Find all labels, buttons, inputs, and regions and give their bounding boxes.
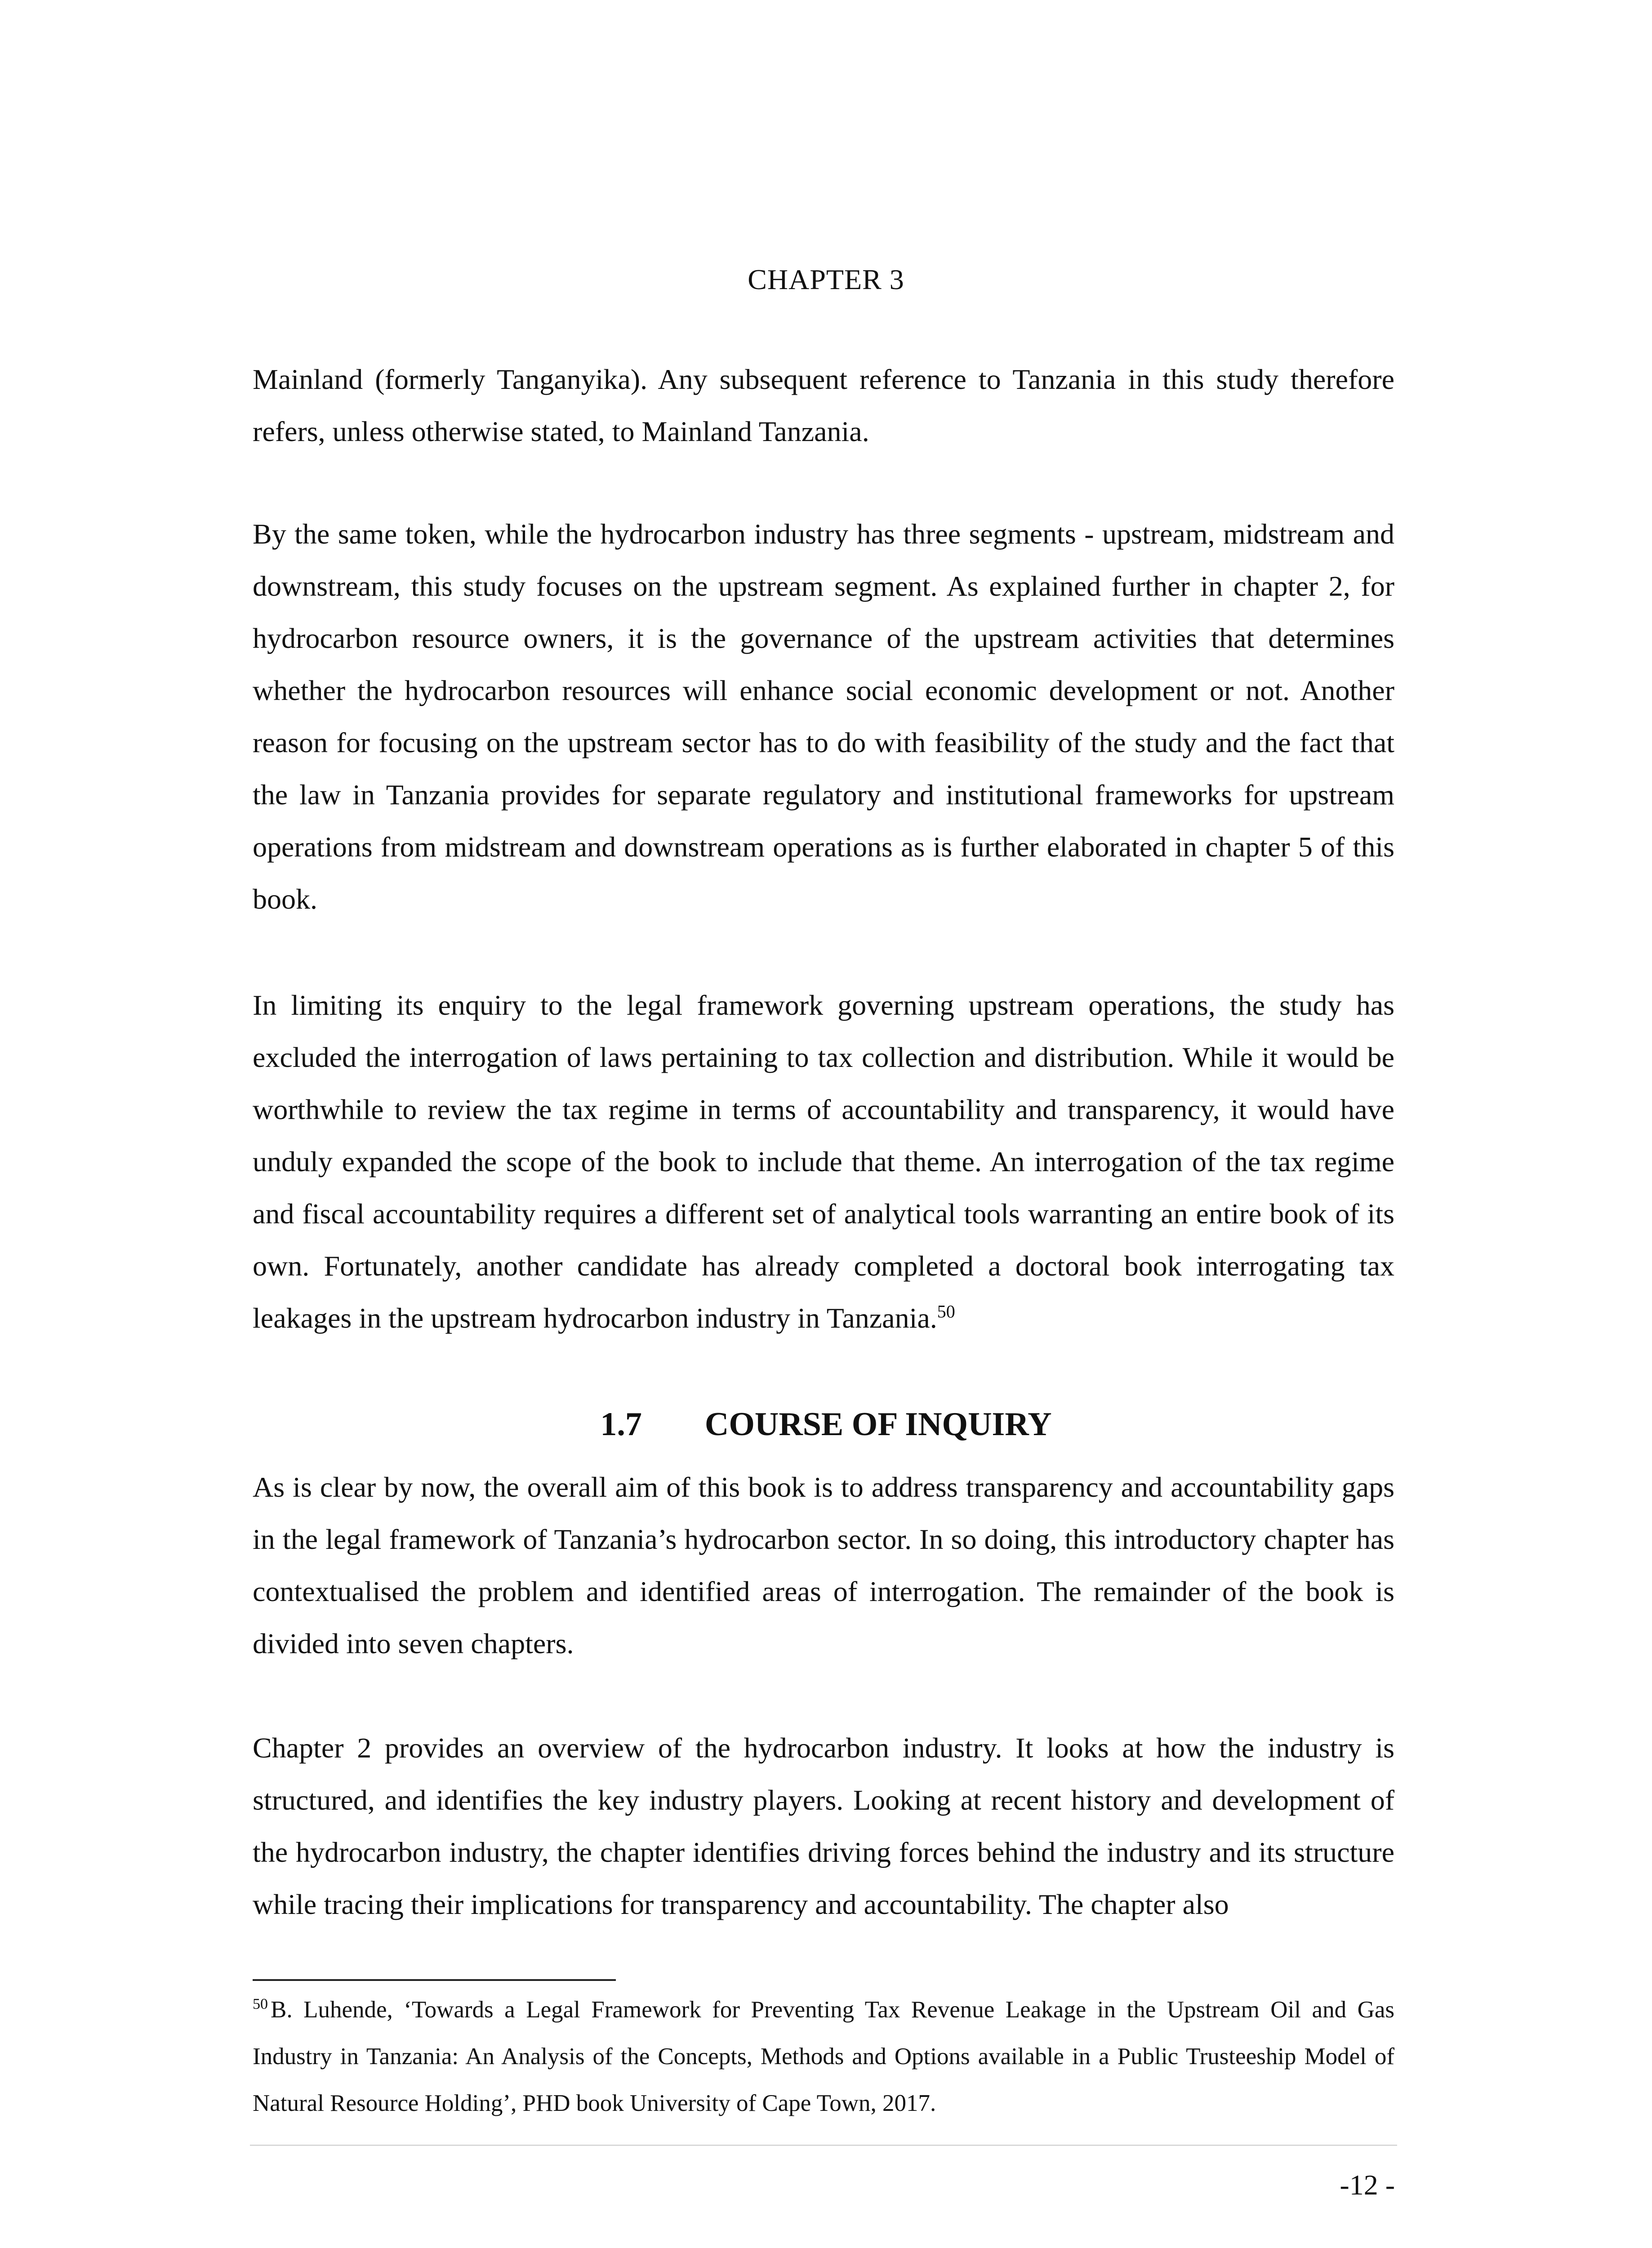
paragraph-3-text: In limiting its enquiry to the legal framework governing upstream operations, the study has excluded the interrogation of laws pertaining to tax collection and distribution. While it would be worthwhile to review the tax regime in terms of accountability and transparency, it would have unduly expanded the scope of the book to include that theme. An interrogation of the tax regime and fiscal accountability requires a different set of analytical tools warranting an entire book of its own. Fortunately, another candidate has already completed a doctoral book interrogating tax leakages in the upstream hydrocarbon industry in Tanzania. [253,989,1394,1334]
paragraph-5: Chapter 2 provides an overview of the hydrocarbon industry. It looks at how the industry is structured, and identifies the key industry players. Looking at recent history and development of the hydrocarbon industry, the chapter identifies driving forces behind the industry and its structure while tracing their implications for transparency and accountability. The chapter also [253,1732,1394,1920]
section-number: 1.7 [600,1406,642,1443]
footnote-text: B. Luhende, ‘Towards a Legal Framework for Preventing Tax Revenue Leakage in the Upstream Oil and Gas Industry in Tanzania: An Analysis of the Concepts, Methods and Options available in a Public Trusteeship Model of Natural Resource Holding’, PHD book University of Cape Town, 2017. [253,1997,1394,2116]
section-heading [0,1403,1652,1446]
footnote-reference[interactable]: 50 [937,1301,955,1322]
paragraph-3 [253,979,1394,1344]
paragraph-1: Mainland (formerly Tanganyika). Any subsequent reference to Tanzania in this study therefore refers, unless otherwise stated, to Mainland Tanzania. [253,363,1394,447]
page-bottom-rule [250,2145,1397,2146]
footnote-marker: 50 [253,1996,268,2013]
running-header: CHAPTER 3 [748,263,904,295]
paragraph-2: By the same token, while the hydrocarbon industry has three segments - upstream, midstream and downstream, this study focuses on the upstream segment. As explained further in chapter 2, for hydrocarbon resource owners, it is the governance of the upstream activities that determines whether the hydrocarbon resources will enhance social economic development or not. Another reason for focusing on the upstream sector has to do with feasibility of the study and the fact that the law in Tanzania provides for separate regulatory and institutional frameworks for upstream operations from midstream and downstream operations as is further elaborated in chapter 5 of this book. [253,518,1394,915]
page-number: -12 - [1340,2169,1395,2201]
paragraph-4: As is clear by now, the overall aim of this book is to address transparency and accountability gaps in the legal framework of Tanzania’s hydrocarbon sector. In so doing, this introductory chapter has contextualised the problem and identified areas of interrogation. The remainder of the book is divided into seven chapters. [253,1471,1394,1659]
footnote-divider [253,1979,616,1981]
section-title: COURSE OF INQUIRY [704,1406,1052,1443]
footnote [253,1986,1394,2127]
